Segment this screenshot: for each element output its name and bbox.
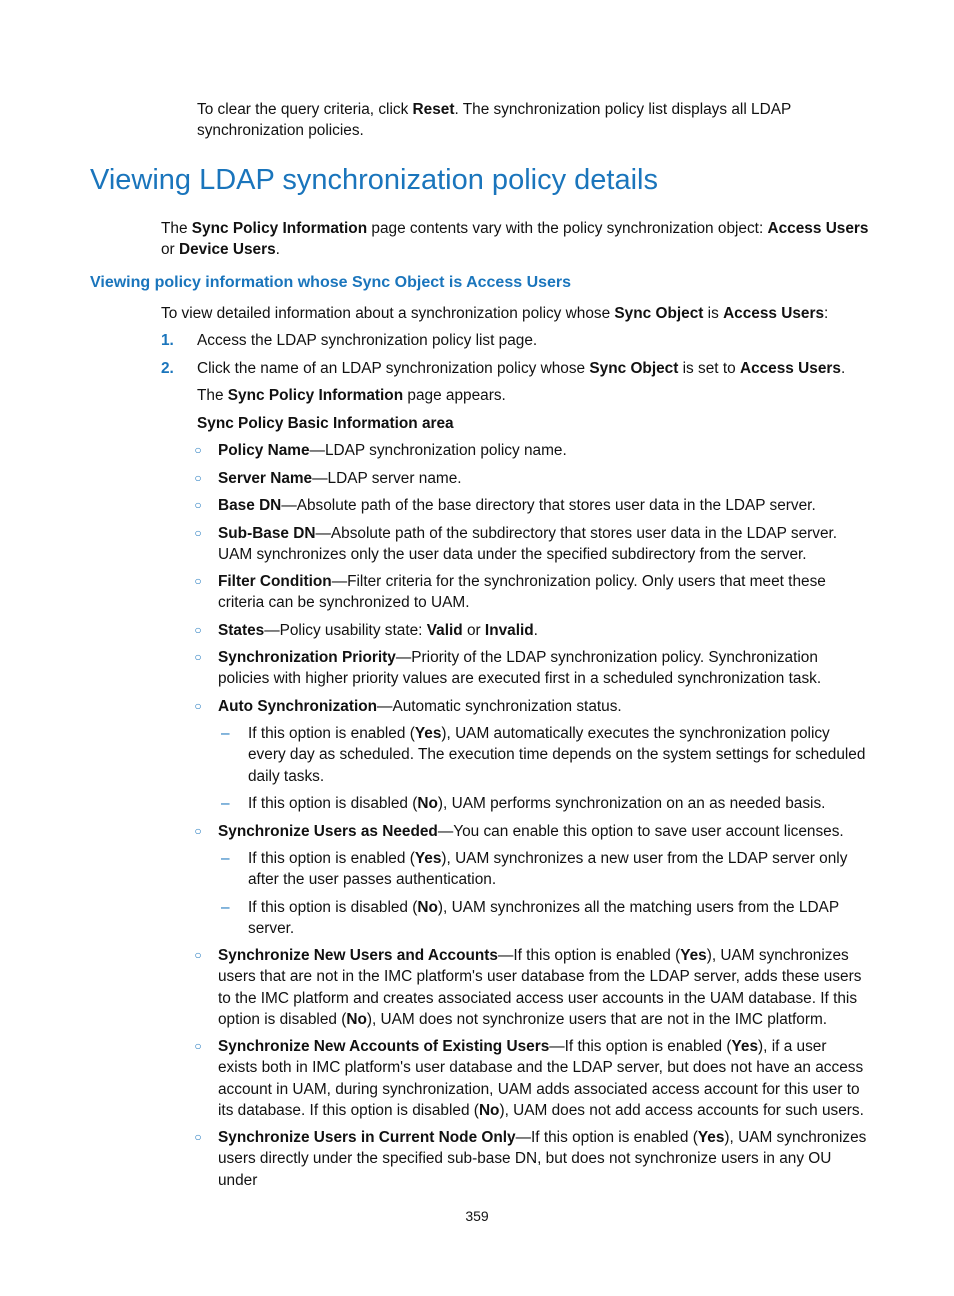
subsection-heading: Viewing policy information whose Sync Object is Access Users [90, 274, 572, 291]
page-appears-text: The Sync Policy Information page appears. [197, 387, 506, 404]
dash-bullet-icon: – [221, 795, 230, 812]
circle-bullet-icon: ○ [194, 699, 202, 713]
circle-bullet-icon: ○ [194, 1130, 202, 1144]
circle-bullet-icon: ○ [194, 443, 202, 457]
section-intro-paragraph: The Sync Policy Information page contents vary with the policy synchronization object: Access Users or Device Users. [161, 220, 869, 259]
circle-bullet-icon: ○ [194, 650, 202, 664]
circle-bullet-icon: ○ [194, 498, 202, 512]
subsection-intro-paragraph: To view detailed information about a synchronization policy whose Sync Object is Access Users: [161, 305, 829, 322]
area-title: Sync Policy Basic Information area [197, 415, 454, 432]
step-text: Click the name of an LDAP synchronization policy whose Sync Object is set to Access Users. [197, 360, 846, 377]
circle-bullet-icon: ○ [194, 471, 202, 485]
step-number: 1. [161, 332, 174, 349]
circle-bullet-icon: ○ [194, 824, 202, 838]
step-text: Access the LDAP synchronization policy list page. [197, 332, 538, 349]
dash-bullet-icon: – [221, 725, 230, 742]
circle-bullet-icon: ○ [194, 623, 202, 637]
page-number: 359 [465, 1208, 489, 1224]
circle-bullet-icon: ○ [194, 526, 202, 540]
circle-bullet-icon: ○ [194, 948, 202, 962]
circle-bullet-icon: ○ [194, 1039, 202, 1053]
dash-bullet-icon: – [221, 850, 230, 867]
intro-paragraph: To clear the query criteria, click Reset. The synchronization policy list displays all LDAP synchronization policies. [197, 101, 791, 140]
section-heading: Viewing LDAP synchronization policy details [90, 164, 658, 196]
step-number: 2. [161, 360, 174, 377]
circle-bullet-icon: ○ [194, 574, 202, 588]
dash-bullet-icon: – [221, 899, 230, 916]
